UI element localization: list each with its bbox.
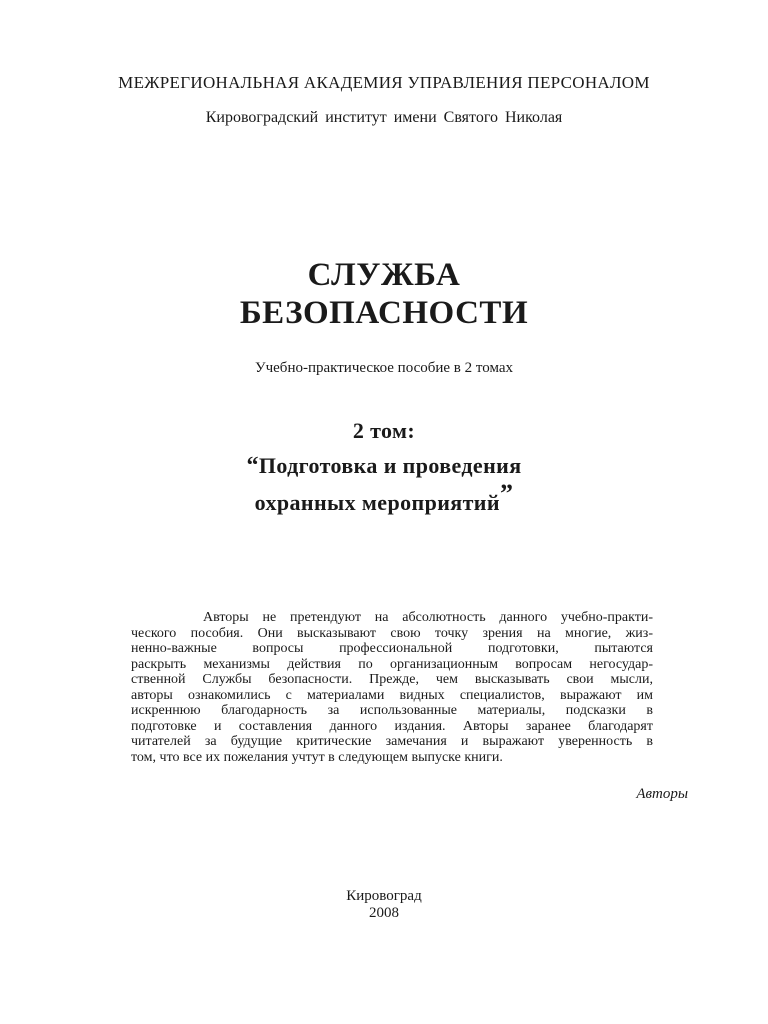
- volume-name-text-2: охранных мероприятий: [254, 490, 500, 515]
- organization-name: МЕЖРЕГИОНАЛЬНАЯ АКАДЕМИЯ УПРАВЛЕНИЯ ПЕРСОНАЛОМ: [118, 73, 650, 92]
- authors-note-line: том, что все их пожелания учтут в следующем выпуске книги.: [131, 749, 503, 765]
- volume-name-line-2: [0, 479, 768, 520]
- authors-note: [131, 610, 653, 765]
- book-title-line-1: СЛУЖБА: [307, 257, 461, 293]
- book-title-line-2: БЕЗОПАСНОСТИ: [239, 295, 529, 331]
- volume-name-line-1: [0, 448, 768, 484]
- authors-note-line: Авторы не претендуют на абсолютность данного учебно-практи-: [203, 610, 653, 625]
- open-quote: “: [246, 453, 259, 479]
- authors-signature: Авторы: [636, 786, 688, 802]
- authors-note-line: раскрыть механизмы действия по организационным вопросам негосудар-: [131, 656, 653, 672]
- imprint-city: Кировоград: [346, 888, 422, 904]
- volume-name-text-1: Подготовка и проведения: [258, 453, 522, 478]
- authors-note-line: подготовке и составления данного издания. Авторы заранее благодарят: [131, 718, 653, 734]
- authors-note-line: ненно-важные вопросы профессиональной подготовки, пытаются: [131, 641, 653, 656]
- institute-name: Кировоградский институт имени Святого Николая: [205, 109, 563, 126]
- authors-note-line: читателей за будущие критические замечания и выражают уверенность в: [131, 734, 653, 749]
- authors-note-line: ственной Службы безопасности. Прежде, чем высказывать свои мысли,: [131, 672, 653, 687]
- imprint: [0, 888, 768, 922]
- authors-note-line: искреннюю благодарность за использованные материалы, подсказки в: [131, 703, 653, 718]
- book-subtitle: Учебно-практическое пособие в 2 томах: [254, 360, 513, 376]
- authors-note-line: ческого пособия. Они высказывают свою точку зрения на многие, жиз-: [131, 625, 653, 641]
- volume-label: 2 том:: [352, 418, 416, 443]
- close-quote: ”: [499, 479, 514, 508]
- imprint-year: 2008: [369, 905, 399, 921]
- volume-title: [0, 413, 768, 520]
- book-title: [0, 256, 768, 332]
- authors-note-line: авторы ознакомились с материалами видных специалистов, выражают им: [131, 687, 653, 703]
